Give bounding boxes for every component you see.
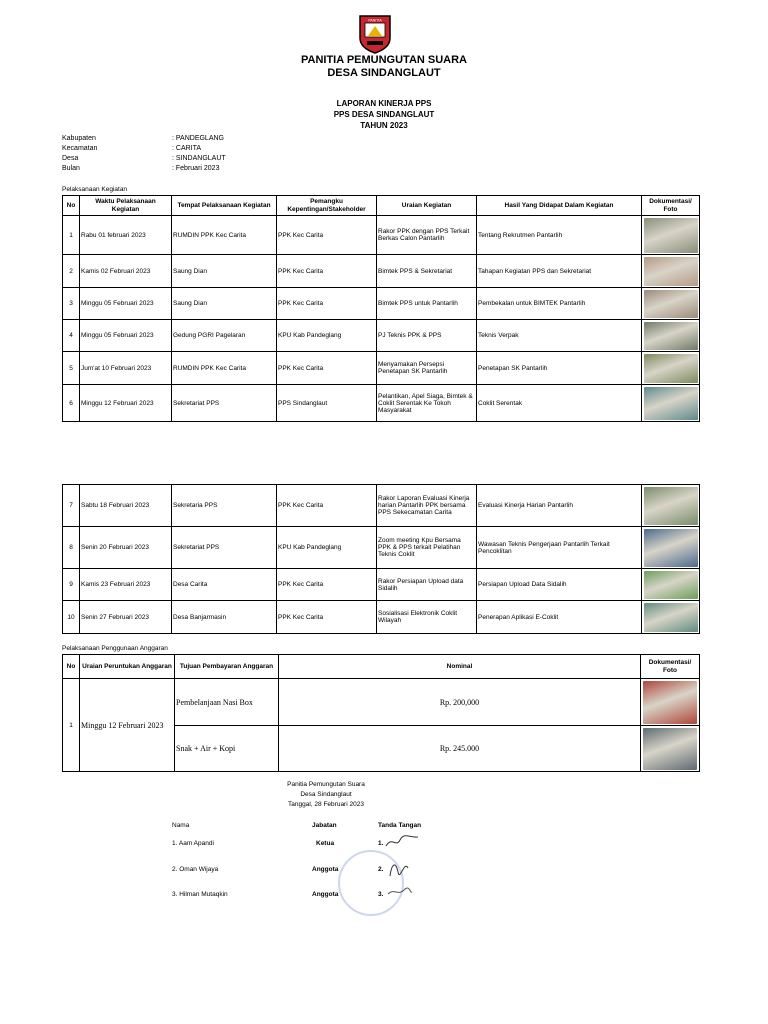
col-header: No xyxy=(63,196,80,216)
meta-label: Desa xyxy=(62,155,79,162)
logo-text: PANITIA xyxy=(368,18,382,23)
table-row xyxy=(63,679,700,726)
cell-pemangku: KPU Kab Pandeglang xyxy=(277,320,377,352)
budget-table xyxy=(62,654,700,772)
activities-table xyxy=(62,195,700,422)
cell-hasil: Pembekalan untuk BIMTEK Pantarlih xyxy=(477,288,642,320)
cell-waktu: Minggu 05 Februari 2023 xyxy=(80,288,172,320)
cell-hasil: Tentang Rekrutmen Pantarlih xyxy=(477,216,642,255)
org-line1: PANITIA PEMUNGUTAN SUARA xyxy=(300,54,467,66)
cell-nominal: Rp. 245.000 xyxy=(279,726,641,772)
col-header: Uraian Peruntukan Anggaran xyxy=(80,655,175,679)
meta-label: Bulan xyxy=(62,165,80,172)
col-jabatan-label: Jabatan xyxy=(312,822,337,829)
meta-label: Kabupaten xyxy=(62,135,96,142)
cell-waktu: Senin 27 Februari 2023 xyxy=(80,601,172,634)
photo-cell xyxy=(642,216,700,255)
cell-uraian: Zoom meeting Kpu Bersama PPK & PPS terkait Pelatihan Teknis Coklit xyxy=(377,527,477,569)
cell-no: 7 xyxy=(63,485,80,527)
activity-photo xyxy=(644,322,698,350)
cell-hasil: Persiapan Upload Data Sidalih xyxy=(477,569,642,601)
cell-waktu: Rabu 01 februari 2023 xyxy=(80,216,172,255)
cell-waktu: Kamis 02 Februari 2023 xyxy=(80,255,172,288)
table-header-row xyxy=(63,196,700,216)
col-nama-label: Nama xyxy=(172,822,190,829)
cell-pemangku: PPK Kec Carita xyxy=(277,601,377,634)
meta-value: : CARITA xyxy=(172,145,202,152)
cell-tempat: RUMDIN PPK Kec Carita xyxy=(172,352,277,385)
cell-no: 3 xyxy=(63,288,80,320)
table-row xyxy=(63,485,700,527)
table-row xyxy=(63,601,700,634)
activity-photo xyxy=(644,387,698,420)
meta-value: : Februari 2023 xyxy=(172,165,220,172)
cell-no: 6 xyxy=(63,385,80,422)
table-row xyxy=(63,255,700,288)
photo-cell xyxy=(642,485,700,527)
cell-hasil: Penetapan SK Pantarlih xyxy=(477,352,642,385)
cell-uraian: Rakor PPK dengan PPS Terkait Berkas Calon Pantarlih xyxy=(377,216,477,255)
cell-uraian: Rakor Persiapan Upload data Sidalih xyxy=(377,569,477,601)
cell-uraian: Bimtek PPS untuk Pantarlih xyxy=(377,288,477,320)
signer-name: 1. Aam Apandi xyxy=(172,840,214,847)
table-row xyxy=(63,527,700,569)
cell-nominal: Rp. 200,000 xyxy=(279,679,641,726)
col-header: Dokumentasi/ Foto xyxy=(642,196,700,216)
cell-tempat: Desa Carita xyxy=(172,569,277,601)
photo-cell xyxy=(642,601,700,634)
signature-mark xyxy=(386,886,414,898)
budget-photo xyxy=(643,681,697,724)
cell-tempat: Saung Dian xyxy=(172,288,277,320)
signature-mark xyxy=(384,834,420,850)
col-header: No xyxy=(63,655,80,679)
cell-waktu: Jum'at 10 Februari 2023 xyxy=(80,352,172,385)
cell-waktu: Sabtu 18 Februari 2023 xyxy=(80,485,172,527)
photo-cell xyxy=(642,320,700,352)
cell-uraian: Rakor Laporan Evaluasi Kinerja harian Pantarlih PPK bersama PPS Sekecamatan Carita xyxy=(377,485,477,527)
cell-hasil: Teknis Verpak xyxy=(477,320,642,352)
activity-photo xyxy=(644,487,698,525)
activity-photo xyxy=(644,529,698,567)
cell-pemangku: PPS Sindanglaut xyxy=(277,385,377,422)
cell-pemangku: PPK Kec Carita xyxy=(277,352,377,385)
cell-tempat: Saung Dian xyxy=(172,255,277,288)
report-year: TAHUN 2023 xyxy=(360,121,408,130)
cell-waktu: Minggu 05 Februari 2023 xyxy=(80,320,172,352)
signer-number: 1. xyxy=(378,840,384,847)
col-header: Uraian Kegiatan xyxy=(377,196,477,216)
activities-caption: Pelaksanaan Kegiatan xyxy=(62,186,128,193)
signer-role: Ketua xyxy=(316,840,335,847)
col-ttd-label: Tanda Tangan xyxy=(378,822,422,829)
cell-waktu: Kamis 23 Februari 2023 xyxy=(80,569,172,601)
photo-cell xyxy=(641,679,700,726)
cell-uraian: Minggu 12 Februari 2023 xyxy=(80,679,175,772)
activity-photo xyxy=(644,571,698,599)
cell-uraian: PJ Teknis PPK & PPS xyxy=(377,320,477,352)
cell-no: 5 xyxy=(63,352,80,385)
cell-tempat: Sekretariat PPS xyxy=(172,385,277,422)
table-row xyxy=(63,216,700,255)
cell-hasil: Penerapan Aplikasi E-Coklit xyxy=(477,601,642,634)
photo-cell xyxy=(642,385,700,422)
cell-hasil: Tahapan Kegiatan PPS dan Sekretariat xyxy=(477,255,642,288)
cell-no: 1 xyxy=(63,216,80,255)
activity-photo xyxy=(644,257,698,286)
meta-value: : SINDANGLAUT xyxy=(172,155,226,162)
activity-photo xyxy=(644,218,698,253)
cell-uraian: Sosialisasi Elektronik Coklit Wilayah xyxy=(377,601,477,634)
signer-name: 3. Hilman Mutaqkin xyxy=(172,891,228,898)
col-header: Pemangku Kepentingan/Stakeholder xyxy=(277,196,377,216)
cell-uraian: Pelantikan, Apel Siaga, Bimtek & Coklit Serentak Ke Tokoh Masyarakat xyxy=(377,385,477,422)
cell-tujuan: Snak + Air + Kopi xyxy=(175,726,279,772)
cell-pemangku: PPK Kec Carita xyxy=(277,216,377,255)
report-meta xyxy=(62,134,226,174)
cell-pemangku: PPK Kec Carita xyxy=(277,569,377,601)
photo-cell xyxy=(642,288,700,320)
photo-cell xyxy=(642,527,700,569)
table-row xyxy=(63,288,700,320)
cell-pemangku: KPU Kab Pandeglang xyxy=(277,527,377,569)
cell-pemangku: PPK Kec Carita xyxy=(277,255,377,288)
table-row xyxy=(63,385,700,422)
signer-role: Anggota xyxy=(312,891,339,898)
budget-photo xyxy=(643,728,697,770)
signer-role: Anggota xyxy=(312,866,339,873)
budget-caption: Pelaksanaan Penggunaan Anggaran xyxy=(62,645,168,652)
cell-pemangku: PPK Kec Carita xyxy=(277,485,377,527)
table-row xyxy=(63,352,700,385)
table-header-row xyxy=(63,655,700,679)
cell-uraian: Bimtek PPS & Sekretariat xyxy=(377,255,477,288)
signer-name: 2. Oman Wijaya xyxy=(172,866,219,873)
cell-uraian: Menyamakan Persepsi Penetapan SK Pantarlih xyxy=(377,352,477,385)
signer-number: 3. xyxy=(378,891,384,898)
meta-value: : PANDEGLANG xyxy=(172,135,224,142)
activity-photo xyxy=(644,290,698,318)
cell-tempat: Desa Banjarmasin xyxy=(172,601,277,634)
cell-tujuan: Pembelanjaan Nasi Box xyxy=(175,679,279,726)
table-row xyxy=(63,569,700,601)
col-header: Hasil Yang Didapat Dalam Kegiatan xyxy=(477,196,642,216)
cell-pemangku: PPK Kec Carita xyxy=(277,288,377,320)
cell-tempat: Sekretaria PPS xyxy=(172,485,277,527)
signature-mark xyxy=(386,858,412,878)
cell-no: 10 xyxy=(63,601,80,634)
cell-no: 4 xyxy=(63,320,80,352)
col-header: Tujuan Pembayaran Anggaran xyxy=(175,655,279,679)
cell-tempat: Sekretariat PPS xyxy=(172,527,277,569)
signature-line2: Desa Sindanglaut xyxy=(300,791,352,798)
cell-no: 8 xyxy=(63,527,80,569)
cell-hasil: Wawasan Teknis Pengerjaan Pantarlih Terkait Pencoklitan xyxy=(477,527,642,569)
table-row xyxy=(63,320,700,352)
photo-cell xyxy=(642,255,700,288)
org-line2: DESA SINDANGLAUT xyxy=(327,67,441,79)
col-header: Waktu Pelaksanaan Kegiatan xyxy=(80,196,172,216)
photo-cell xyxy=(642,569,700,601)
report-subtitle: PPS DESA SINDANGLAUT xyxy=(333,110,435,119)
cell-hasil: Evaluasi Kinerja Harian Pantarlih xyxy=(477,485,642,527)
cell-tempat: Gedung PGRI Pagelaran xyxy=(172,320,277,352)
photo-cell xyxy=(642,352,700,385)
cell-no: 9 xyxy=(63,569,80,601)
activity-photo xyxy=(644,354,698,383)
cell-no: 2 xyxy=(63,255,80,288)
cell-hasil: Coklit Serentak xyxy=(477,385,642,422)
col-header: Nominal xyxy=(279,655,641,679)
signature-date: Tanggal, 28 Februari 2023 xyxy=(288,801,364,808)
activity-photo xyxy=(644,603,698,632)
kpu-logo xyxy=(356,14,394,54)
signature-heading xyxy=(0,780,652,810)
col-header: Dokumentasi/ Foto xyxy=(641,655,700,679)
meta-label: Kecamatan xyxy=(62,145,98,152)
cell-waktu: Senin 20 Februari 2023 xyxy=(80,527,172,569)
report-title: LAPORAN KINERJA PPS xyxy=(336,99,432,108)
signature-line1: Panitia Pemungutan Suara xyxy=(287,781,365,788)
cell-no: 1 xyxy=(63,679,80,772)
cell-waktu: Minggu 12 Februari 2023 xyxy=(80,385,172,422)
activities-table-continued xyxy=(62,484,700,634)
photo-cell xyxy=(641,726,700,772)
cell-tempat: RUMDIN PPK Kec Carita xyxy=(172,216,277,255)
signer-number: 2. xyxy=(378,866,384,873)
col-header: Tempat Pelaksanaan Kegiatan xyxy=(172,196,277,216)
